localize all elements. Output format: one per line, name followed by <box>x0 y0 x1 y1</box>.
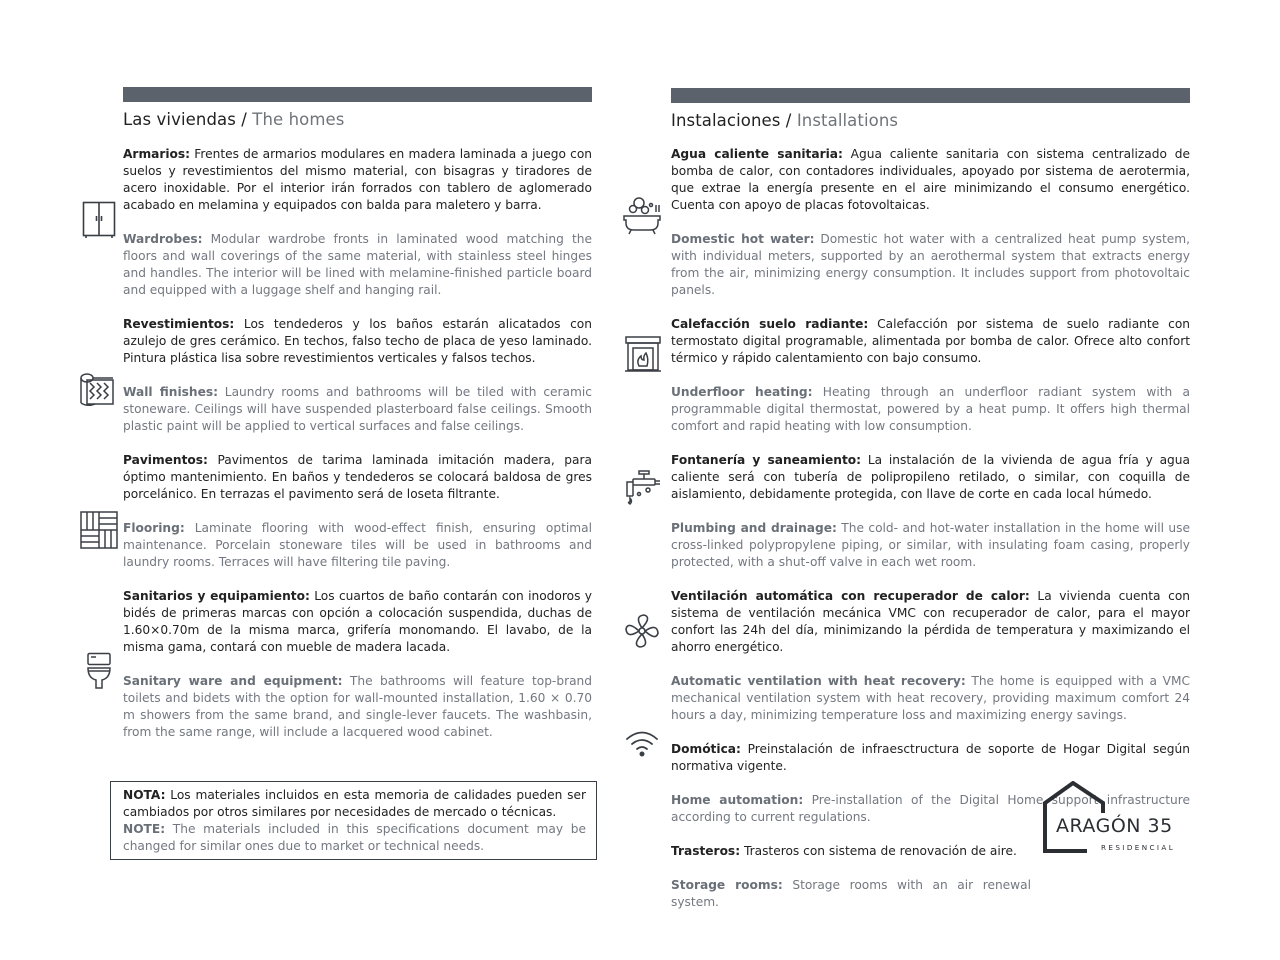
armarios-es: Armarios: Frentes de armarios modulares en madera laminada a juego con suelos y revestimientos del mismo material, con bisagras y tiradores de acero inoxidable. Por el interior irán forrados con tablero de aglomerado acabado en melamina y equipados con balda para maletero y barra. <box>123 147 592 212</box>
calefaccion-es: Calefacción suelo radiante: Calefacción por sistema de suelo radiante con termostato digital programable, alimentada por bomba de calor. Ofrece alto confort térmico y rápido calentamiento con bajo consumo. <box>671 317 1190 365</box>
agua-caliente-es: Agua caliente sanitaria: Agua caliente sanitaria con sistema centralizado de bomba de calor, con contadores individuales, apoyado por sistema de aerotermia, que extrae la energía presente en el aire minimizando el consumo energético. Cuenta con apoyo de placas fotovoltaicas. <box>671 147 1190 212</box>
left-heading: Las viviendas / The homes <box>123 110 345 129</box>
wardrobe-icon <box>82 201 116 239</box>
wifi-icon <box>625 729 659 759</box>
fontaneria-es: Fontanería y saneamiento: La instalación de la vivienda de agua fría y agua caliente será con tubería de polipropileno retilado, o similar, con coquilla de aislamiento, debidamente protegida, con llave de corte en cada local húmedo. <box>671 453 1190 501</box>
fireplace-icon <box>625 336 661 372</box>
heading-en: Installations <box>796 111 899 130</box>
right-heading: Instalaciones / Installations <box>671 111 899 130</box>
note-es: NOTA: Los materiales incluidos en esta memoria de calidades pueden ser cambiados por otros similares por necesidades de mercado o técnicas. <box>123 788 586 819</box>
heading-en: The homes <box>252 110 345 129</box>
fan-icon <box>624 613 660 649</box>
sanitarios-es: Sanitarios y equipamiento: Los cuartos de baño contarán con inodoros y bidés de primeras marcas con opción a colocación suspendida, duchas de 1.60×0.70m de la misma marca, grifería monomando. El lavabo, de la misma gama, contará con mueble de madera lacada. <box>123 589 592 654</box>
wall-finishes-en: Wall finishes: Laundry rooms and bathrooms will be tiled with ceramic stoneware. Ceilings will have suspended plasterboard false ceilings. Smooth plastic paint will be applied to vertical surfaces and false ceilings. <box>123 385 592 433</box>
home-automation-en: Home automation: Pre-installation of the Digital Home support infrastructure according to current regulations. <box>671 793 1190 824</box>
pavimentos-es: Pavimentos: Pavimentos de tarima laminada imitación madera, para óptimo mantenimiento. En baños y tendederos se colocará baldosa de gres porcelánico. En terrazas el pavimento será de loseta filtrante. <box>123 453 592 501</box>
aragon35-logo <box>1043 781 1183 857</box>
logo-name: ARAGÓN 35 <box>1056 815 1173 837</box>
ventilacion-es: Ventilación automática con recuperador de calor: La vivienda cuenta con sistema de ventilación mecánica VMC con recuperador de calor, para el mayor confort las 24h del día, minimizando la pérdida de temperatura y maximizando el ahorro energético. <box>671 589 1190 654</box>
section-bar <box>671 88 1190 103</box>
revestimientos-es: Revestimientos: Los tendederos y los baños estarán alicatados con azulejo de gres cerámico. En techos, falso techo de placa de yeso laminado. Pintura plástica lisa sobre revestimientos verticales y falsos techos. <box>123 317 592 365</box>
note-box <box>110 781 597 860</box>
logo-subtitle: RESIDENCIAL <box>1101 843 1176 852</box>
flooring-en: Flooring: Laminate flooring with wood-effect finish, ensuring optimal maintenance. Porcelain stoneware tiles will be used in bathrooms and laundry rooms. Terraces will have filtering tile paving. <box>123 521 592 569</box>
plumbing-en: Plumbing and drainage: The cold- and hot-water installation in the home will use cross-linked polypropylene piping, or similar, with insulating foam casing, properly protected, with a shut-off valve in each wet room. <box>671 521 1190 569</box>
heading-es: Instalaciones <box>671 111 781 130</box>
heating-en: Underfloor heating: Heating through an underfloor radiant system with a programmable digital thermostat, powered by a heat pump. It offers high thermal comfort and rapid heating with low consumption. <box>671 385 1190 433</box>
note-en: NOTE: The materials included in this specifications document may be changed for similar ones due to market or technical needs. <box>123 822 586 853</box>
storage-rooms-en: Storage rooms: Storage rooms with an air renewal system. <box>671 878 1032 909</box>
left-column <box>123 87 592 741</box>
hot-water-en: Domestic hot water: Domestic hot water with a centralized heat pump system, with individual meters, supported by an aerothermal system that extracts energy from the air, minimizing energy consumption. It includes support from photovoltaic panels. <box>671 232 1191 297</box>
parquet-floor-icon <box>80 511 118 549</box>
toilet-icon <box>86 652 112 690</box>
wallpaper-roll-icon <box>79 373 115 409</box>
wardrobes-en: Wardrobes: Modular wardrobe fronts in laminated wood matching the floors and wall coverings of the same material, with stainless steel hinges and handles. The interior will be lined with melamine-finished particle board and equipped with a luggage shelf and hanging rail. <box>123 232 592 297</box>
bathtub-icon <box>623 196 661 236</box>
domotica-es: Domótica: Preinstalación de infraesctructura de soporte de Hogar Digital según normativa vigente. <box>671 742 1190 773</box>
ventilation-en: Automatic ventilation with heat recovery: The home is equipped with a VMC mechanical ventilation system with heat recovery, providing maximum comfort 24 hours a day, minimizing temperature loss and maximizing energy savings. <box>671 674 1190 722</box>
heading-es: Las viviendas <box>123 110 236 129</box>
faucet-icon <box>625 470 661 510</box>
section-bar <box>123 87 592 102</box>
trasteros-es: Trasteros: Trasteros con sistema de renovación de aire. <box>671 844 1017 858</box>
sanitary-en: Sanitary ware and equipment: The bathrooms will feature top-brand toilets and bidets with the option for wall-mounted installation, 1.60 × 0.70 m showers from the same brand, and single-lever faucets. The washbasin, from the same range, will include a lacquered wood cabinet. <box>123 674 593 739</box>
